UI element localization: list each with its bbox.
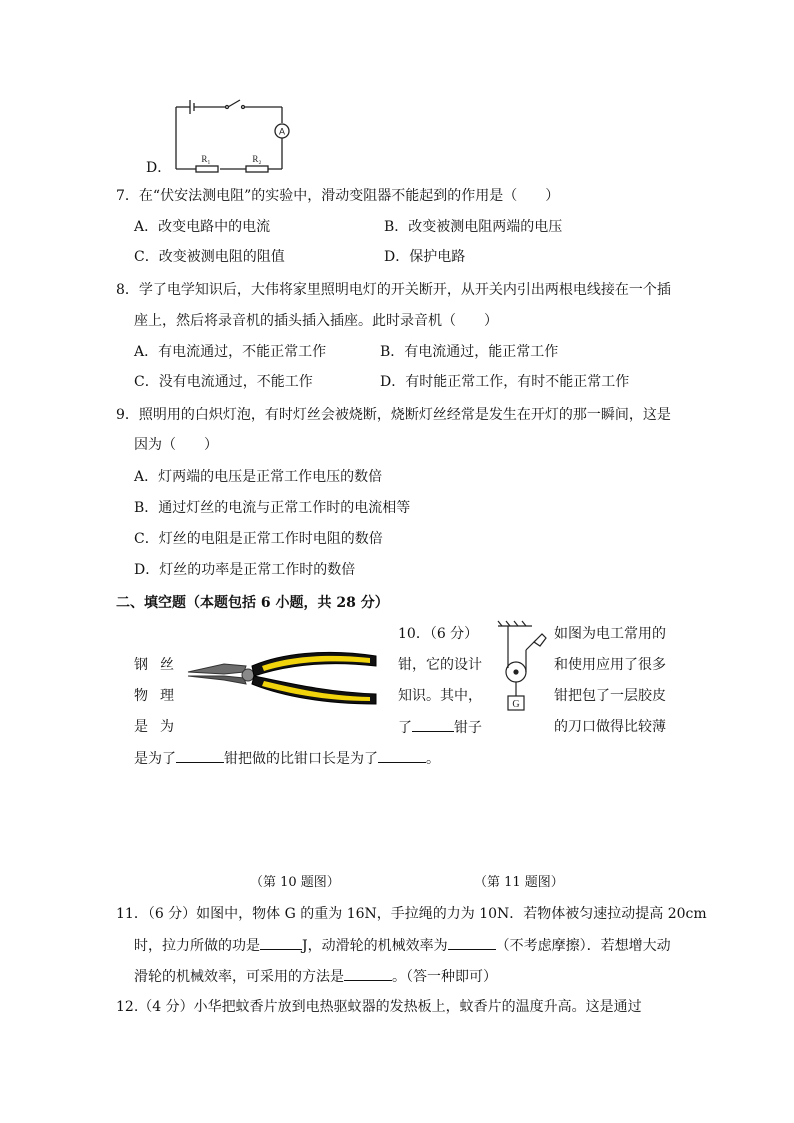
q10-middle-line3 — [398, 717, 482, 738]
resistor-r2 — [246, 166, 268, 172]
q10-middle-line2: 知识。其中， — [398, 688, 482, 704]
q11-line1: 11．（6 分）如图中，物体 G 的重为 16N，手拉绳的力为 10N．若物体被匀速拉动提高 20cm — [116, 906, 707, 922]
q10-last-a: 是为了 — [134, 751, 176, 767]
q11-line2-c: （不考虑摩擦）．若想增大动 — [495, 938, 671, 954]
q9-stem-line2: 因为（ ） — [134, 437, 218, 453]
fig11-caption: （第 11 题图） — [474, 875, 564, 890]
q10-blank-3[interactable] — [378, 748, 426, 763]
q7-stem: 7．在“伏安法测电阻”的实验中，滑动变阻器不能起到的作用是（ ） — [116, 188, 560, 204]
q10-right-line0: 如图为电工常用的 — [554, 626, 666, 642]
q11-line3-b: 。（答一种即可） — [392, 969, 497, 985]
q10-last-b: 钳把做的比钳口长是为了 — [224, 751, 378, 767]
q10-char-6: 为 — [160, 719, 174, 735]
q10-char-5: 是 — [134, 719, 148, 735]
section-2-title: 二、填空题（本题包括 6 小题，共 28 分） — [116, 595, 389, 611]
q10-char-3: 物 — [134, 688, 148, 704]
q10-last-c: 。 — [426, 751, 440, 767]
q8-option-d: D．有时能正常工作，有时不能正常工作 — [380, 374, 630, 390]
pulley-illustration — [494, 620, 550, 716]
q7-option-c: C．改变被测电阻的阻值 — [134, 249, 285, 265]
q11-blank-work[interactable] — [260, 935, 302, 950]
q8-stem-line1: 8．学了电学知识后，大伟将家里照明电灯的开关断开，从开关内引出两根电线接在一个插 — [116, 282, 671, 298]
q9-option-d: D．灯丝的功率是正常工作时的数倍 — [134, 562, 356, 578]
q11-line2-a: 时，拉力所做的功是 — [134, 938, 260, 954]
q9-option-c: C．灯丝的电阻是正常工作时电阻的数倍 — [134, 531, 383, 547]
fig10-caption: （第 10 题图） — [250, 875, 340, 890]
q8-option-b: B．有电流通过，能正常工作 — [380, 344, 559, 360]
q12-line1: 12.（4 分）小华把蚊香片放到电热驱蚊器的发热板上，蚊香片的温度升高。这是通过 — [116, 999, 642, 1015]
pulley-weight-label: G — [512, 699, 520, 710]
q10-right-line3: 的刀口做得比较薄 — [554, 719, 666, 735]
q11-line3 — [134, 966, 497, 987]
q10-middle-line3-a: 了 — [398, 720, 412, 736]
q11-blank-efficiency[interactable] — [448, 935, 496, 950]
q10-char-2: 丝 — [160, 657, 174, 673]
switch-blade — [228, 100, 240, 107]
q10-blank-2[interactable] — [176, 748, 224, 763]
q10-right-line1: 和使用应用了很多 — [554, 657, 666, 673]
q9-option-a: A．灯两端的电压是正常工作电压的数倍 — [134, 469, 383, 485]
q7-option-d: D．保护电路 — [384, 249, 466, 265]
q7-option-a: A．改变电路中的电流 — [134, 219, 271, 235]
q8-option-a: A．有电流通过，不能正常工作 — [134, 344, 327, 360]
q10-char-4: 理 — [160, 688, 174, 704]
q10-middle-line3-b: 钳子 — [454, 720, 482, 736]
resistor-r1 — [196, 166, 218, 172]
q11-line2 — [134, 935, 671, 956]
q10-char-1: 钢 — [134, 657, 148, 673]
option-d-label: D． — [146, 160, 172, 176]
q10-blank-1[interactable] — [412, 717, 454, 732]
q11-line2-b: J，动滑轮的机械效率为 — [302, 938, 448, 954]
r2-label: R₂ — [252, 154, 262, 164]
q10-middle-line1: 钳，它的设计 — [398, 657, 482, 673]
q11-blank-method[interactable] — [344, 966, 392, 981]
q8-option-c: C．没有电流通过，不能工作 — [134, 374, 313, 390]
q11-line3-a: 滑轮的机械效率，可采用的方法是 — [134, 969, 344, 985]
q10-last-line — [134, 748, 440, 769]
q10-number: 10．（6 分） — [398, 626, 479, 642]
ammeter-label: A — [278, 126, 286, 137]
q9-option-b: B．通过灯丝的电流与正常工作时的电流相等 — [134, 500, 411, 516]
pliers-illustration — [184, 644, 380, 708]
r1-label: R₁ — [201, 154, 211, 164]
q7-option-b: B．改变被测电阻两端的电压 — [384, 219, 563, 235]
q8-stem-line2: 座上，然后将录音机的插头插入插座。此时录音机（ ） — [134, 313, 498, 329]
q9-stem-line1: 9．照明用的白炽灯泡，有时灯丝会被烧断，烧断灯丝经常是发生在开灯的那一瞬间，这是 — [116, 407, 671, 423]
q10-right-line2: 钳把包了一层胶皮 — [554, 688, 666, 704]
